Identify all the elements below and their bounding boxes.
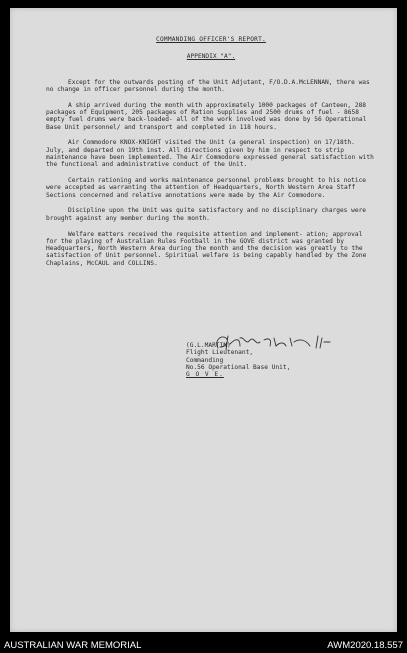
paragraph-inspection: Air Commodore KNOX-KNIGHT visited the Unit (a general inspection) on 17/18th. July, and departed on 19th inst. All directions given by him in respect to strip maintenance have been implemented. The Air Commodore expressed general satisfaction with the functional and administrative conduct of the Unit. bbox=[46, 139, 374, 169]
institution-name: AUSTRALIAN WAR MEMORIAL bbox=[4, 640, 142, 651]
signatory-name: (G.L.MARTIN) bbox=[186, 342, 231, 349]
report-title: COMMANDING OFFICER'S REPORT. bbox=[156, 36, 266, 43]
archive-caption-bar bbox=[0, 637, 407, 653]
appendix-heading: APPENDIX "A". bbox=[186, 53, 236, 61]
paragraph-welfare: Welfare matters received the requisite attention and implement- ation; approval for the playing of Australian Rules Football in the GOVE district was granted by Headquarters, North Western Area during the month and the decision was greatly to the satisfaction of Unit personnel. Spiritual welfare is being capably handled by the Zone Chaplains, McCAUL and COLLINS. bbox=[46, 230, 367, 267]
report-paragraphs bbox=[46, 79, 376, 267]
signatory-location: G O V E. bbox=[186, 371, 224, 379]
document-page bbox=[10, 8, 397, 632]
document-body bbox=[46, 36, 376, 267]
paragraph-officer-personnel: Except for the outwards posting of the Unit Adjutant, F/O.D.A.McLENNAN, there was no change in officer personnel during the month. bbox=[46, 78, 370, 93]
signatory-unit: No.56 Operational Base Unit, bbox=[186, 363, 291, 371]
signature-block bbox=[186, 342, 356, 378]
paragraph-maintenance: Certain rationing and works maintenance personnel problems brought to his notice were accepted as warranting the attention of Headquarters, North Western Area Staff Sections concerned and relative annotations were made by the Air Commodore. bbox=[46, 177, 367, 199]
signatory-role: Commanding bbox=[186, 356, 224, 364]
accession-number: AWM2020.18.557 bbox=[327, 640, 403, 651]
paragraph-discipline: Discipline upon the Unit was quite satisfactory and no disciplinary charges were brought against any member during the month. bbox=[46, 207, 367, 222]
paragraph-ship-arrival: A ship arrived during the month with approximately 1000 packages of Canteen, 288 packages of Equipment, 205 packages of Ration Supplies and 2500 drums of fuel - 8658 empty fuel drums were back-loaded- all of the work involved was done by 56 Operational Base Unit personnel/ and transport and completed in 118 hours. bbox=[46, 101, 367, 131]
signatory-rank: Flight Lieutenant, bbox=[186, 349, 254, 357]
